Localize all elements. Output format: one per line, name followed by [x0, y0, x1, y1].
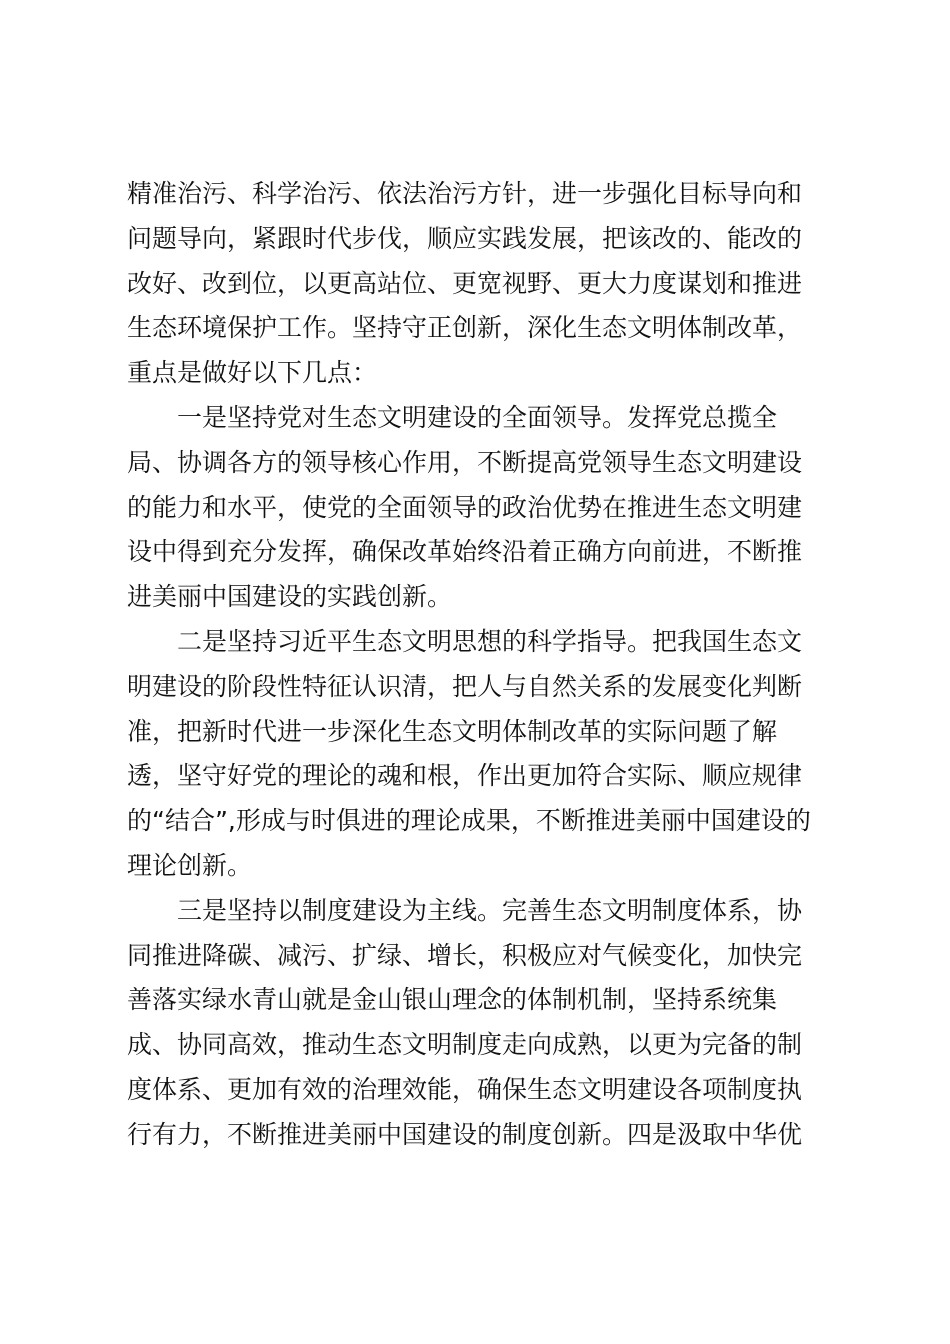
text-line: 局、协调各方的领导核心作用，不断提高党领导生态文明建设 [127, 447, 803, 477]
text-line: 的能力和水平，使党的全面领导的政治优势在推进生态文明建 [127, 492, 803, 522]
text-line: 改好、改到位，以更高站位、更宽视野、更大力度谋划和推进 [127, 268, 803, 298]
text-line: 同推进降碳、减污、扩绿、增长，积极应对气候变化，加快完 [127, 940, 803, 970]
text-line: 明建设的阶段性特征认识清，把人与自然关系的发展变化判断 [127, 671, 803, 701]
text-line: 成、协同高效，推动生态文明制度走向成熟，以更为完备的制 [127, 1030, 803, 1060]
paragraph-first-line: 二是坚持习近平生态文明思想的科学指导。把我国生态文 [177, 626, 803, 656]
paragraph-first-line: 三是坚持以制度建设为主线。完善生态文明制度体系，协 [177, 895, 803, 925]
text-line: 准，把新时代进一步深化生态文明体制改革的实际问题了解 [127, 716, 778, 746]
body-text [127, 172, 827, 1158]
text-line: 行有力，不断推进美丽中国建设的制度创新。四是汲取中华优 [127, 1119, 803, 1149]
text-line: 生态环境保护工作。坚持守正创新，深化生态文明体制改革， [127, 313, 803, 343]
text-line: 问题导向，紧跟时代步伐，顺应实践发展，把该改的、能改的 [127, 223, 803, 253]
paragraph-first-line: 一是坚持党对生态文明建设的全面领导。发挥党总揽全 [177, 402, 778, 432]
text-line: 善落实绿水青山就是金山银山理念的体制机制，坚持系统集 [127, 985, 778, 1015]
text-line: 设中得到充分发挥，确保改革始终沿着正确方向前进，不断推 [127, 537, 803, 567]
text-line: 透，坚守好党的理论的魂和根，作出更加符合实际、顺应规律 [127, 761, 803, 791]
text-line: 理论创新。 [127, 850, 253, 880]
text-line: 重点是做好以下几点： [127, 358, 378, 388]
text-line: 的“结合”,形成与时俱进的理论成果，不断推进美丽中国建设的 [127, 806, 811, 836]
text-line: 精准治污、科学治污、依法治污方针，进一步强化目标导向和 [127, 179, 803, 208]
text-line: 进美丽中国建设的实践创新。 [127, 582, 453, 612]
text-line: 度体系、更加有效的治理效能，确保生态文明建设各项制度执 [127, 1074, 803, 1104]
